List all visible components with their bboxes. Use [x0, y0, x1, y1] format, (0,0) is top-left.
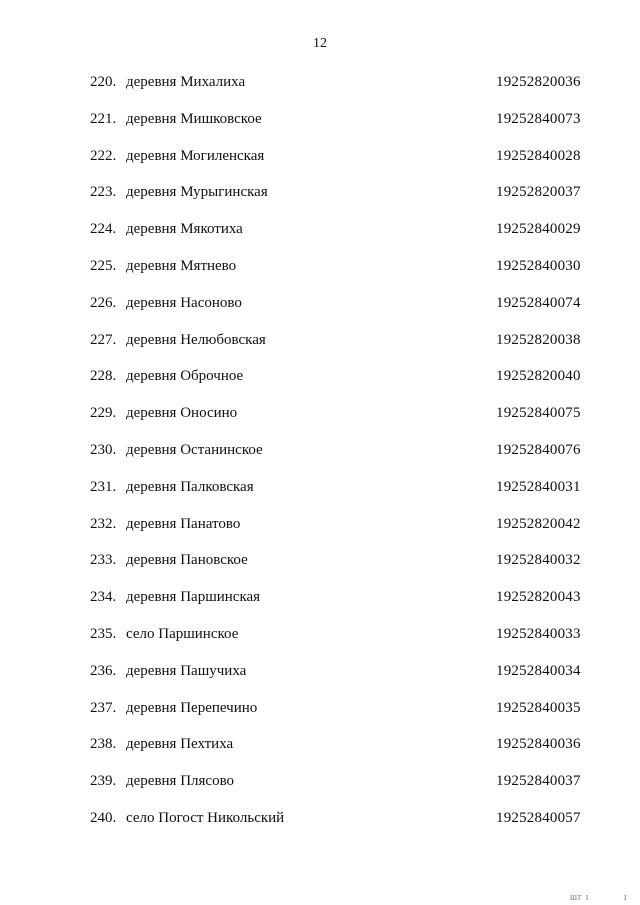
- row-number: 235.: [90, 625, 117, 642]
- oktmo-code: 19252840076: [496, 441, 581, 458]
- list-item: [0, 72, 640, 109]
- list-item: [0, 587, 640, 624]
- settlement-name: деревня Мякотиха: [126, 221, 243, 238]
- list-item: [0, 256, 640, 293]
- settlement-name: деревня Нелюбовская: [126, 331, 266, 348]
- settlement-name: деревня Паршинская: [126, 589, 261, 606]
- footer-mark-right: I: [624, 894, 627, 902]
- settlement-name: деревня Мурыгинская: [126, 184, 268, 201]
- list-item: [0, 440, 640, 477]
- oktmo-code: 19252840032: [496, 552, 581, 569]
- row-number: 223.: [90, 184, 117, 201]
- settlement-name: село Паршинское: [126, 625, 239, 642]
- row-number: 232.: [90, 515, 117, 532]
- footer-mark: ШГ I: [570, 894, 590, 902]
- oktmo-code: 19252820037: [496, 184, 581, 201]
- settlement-name: деревня Насоново: [126, 294, 242, 311]
- list-item: [0, 624, 640, 661]
- list-item: [0, 403, 640, 440]
- list-item: [0, 330, 640, 367]
- row-number: 229.: [90, 405, 117, 422]
- row-number: 238.: [90, 736, 117, 753]
- settlement-name: деревня Оброчное: [126, 368, 244, 385]
- page-number: 12: [313, 36, 327, 51]
- settlement-name: деревня Панатово: [126, 515, 241, 532]
- oktmo-code: 19252820040: [496, 368, 581, 385]
- list-item: [0, 514, 640, 551]
- row-number: 222.: [90, 147, 117, 164]
- oktmo-code: 19252820036: [496, 74, 581, 90]
- list-item: [0, 109, 640, 146]
- settlement-name: деревня Перепечино: [126, 699, 258, 716]
- settlement-name: деревня Оносино: [126, 405, 238, 422]
- row-number: 239.: [90, 773, 117, 790]
- oktmo-code: 19252840036: [496, 736, 581, 753]
- settlement-name: деревня Останинское: [126, 441, 263, 458]
- settlement-name: деревня Пановское: [126, 552, 248, 569]
- row-number: 227.: [90, 331, 117, 348]
- list-item: [0, 293, 640, 330]
- list-item: [0, 734, 640, 771]
- settlement-name: село Погост Никольский: [126, 809, 285, 826]
- settlement-name: деревня Пашучиха: [126, 662, 247, 679]
- oktmo-code: 19252840074: [496, 294, 581, 311]
- row-number: 231.: [90, 478, 117, 495]
- list-item: [0, 550, 640, 587]
- list-item: [0, 661, 640, 698]
- row-number: 233.: [90, 552, 117, 569]
- oktmo-code: 19252840035: [496, 699, 581, 716]
- settlement-list: [0, 72, 640, 845]
- row-number: 240.: [90, 809, 117, 826]
- list-item: [0, 698, 640, 735]
- oktmo-code: 19252820043: [496, 589, 581, 606]
- settlement-name: деревня Плясово: [126, 773, 235, 790]
- row-number: 237.: [90, 699, 117, 716]
- row-number: 234.: [90, 589, 117, 606]
- list-item: [0, 146, 640, 183]
- row-number: 236.: [90, 662, 117, 679]
- oktmo-code: 19252840031: [496, 478, 581, 495]
- settlement-name: деревня Мятнево: [126, 257, 237, 274]
- settlement-name: деревня Могиленская: [126, 147, 265, 164]
- list-item: [0, 477, 640, 514]
- oktmo-code: 19252820038: [496, 331, 581, 348]
- oktmo-code: 19252840029: [496, 221, 581, 238]
- settlement-name: деревня Палковская: [126, 478, 254, 495]
- list-item: [0, 366, 640, 403]
- oktmo-code: 19252820042: [496, 515, 581, 532]
- oktmo-code: 19252840034: [496, 662, 581, 679]
- list-item: [0, 182, 640, 219]
- settlement-name: деревня Михалиха: [126, 74, 246, 90]
- row-number: 228.: [90, 368, 117, 385]
- list-item: [0, 808, 640, 845]
- oktmo-code: 19252840033: [496, 625, 581, 642]
- row-number: 224.: [90, 221, 117, 238]
- row-number: 230.: [90, 441, 117, 458]
- oktmo-code: 19252840028: [496, 147, 581, 164]
- row-number: 220.: [90, 74, 117, 90]
- row-number: 225.: [90, 257, 117, 274]
- settlement-name: деревня Пехтиха: [126, 736, 234, 753]
- oktmo-code: 19252840037: [496, 773, 581, 790]
- list-item: [0, 219, 640, 256]
- oktmo-code: 19252840057: [496, 809, 581, 826]
- settlement-name: деревня Мишковское: [126, 110, 262, 127]
- list-item: [0, 771, 640, 808]
- oktmo-code: 19252840030: [496, 257, 581, 274]
- oktmo-code: 19252840073: [496, 110, 581, 127]
- row-number: 221.: [90, 110, 117, 127]
- row-number: 226.: [90, 294, 117, 311]
- oktmo-code: 19252840075: [496, 405, 581, 422]
